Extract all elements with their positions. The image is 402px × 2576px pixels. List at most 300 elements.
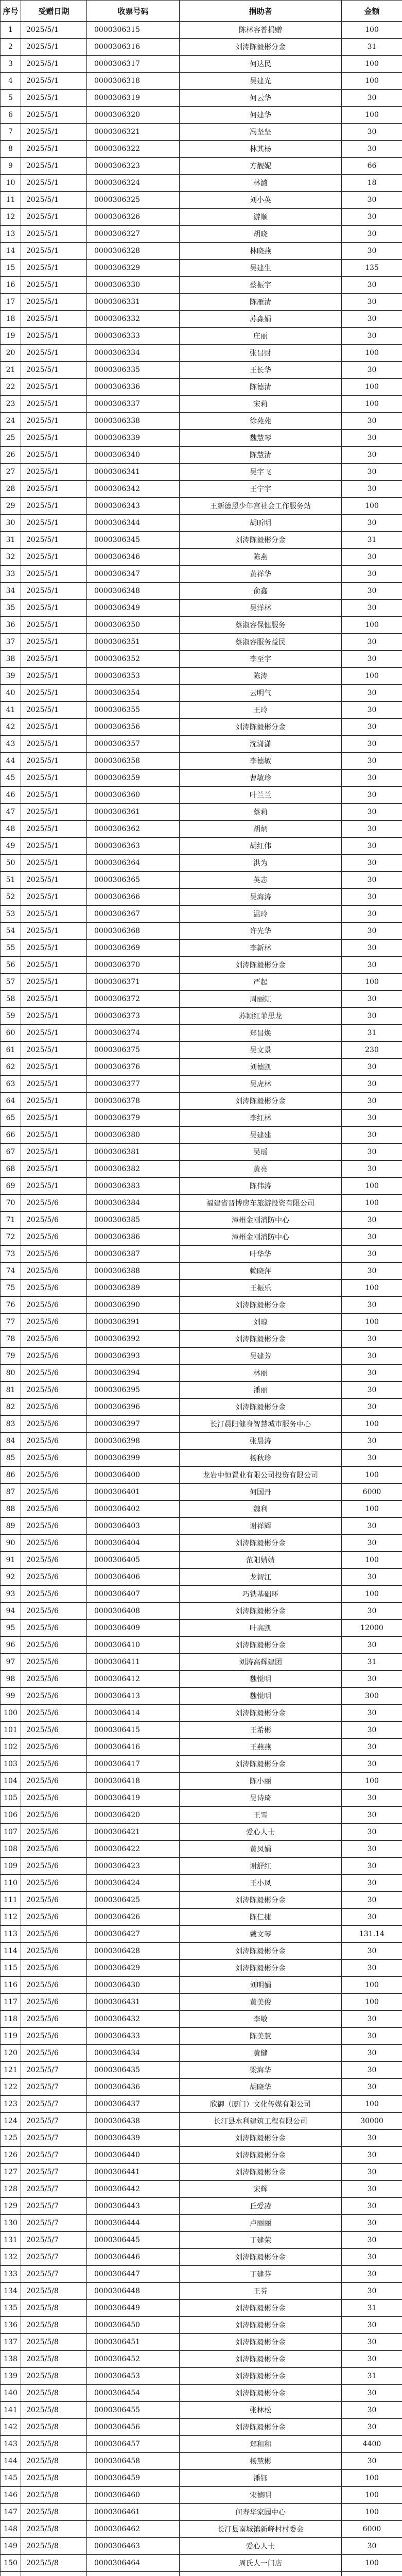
- cell-receipt-no: 0000306420: [87, 1807, 180, 1824]
- cell-receipt-no: 0000306425: [87, 1892, 180, 1909]
- cell-amount: 30: [342, 1059, 402, 1076]
- cell-amount: 30: [342, 1110, 402, 1127]
- table-row: [1, 243, 402, 260]
- table-row: [1, 2470, 402, 2487]
- cell-date: 2025/5/1: [21, 209, 87, 226]
- cell-receipt-no: 0000306315: [87, 22, 180, 39]
- cell-serial: 1: [1, 22, 21, 39]
- cell-donor: 方靓妮: [180, 158, 342, 175]
- cell-receipt-no: 0000306356: [87, 719, 180, 736]
- cell-date: 2025/5/6: [21, 1892, 87, 1909]
- cell-receipt-no: 0000306441: [87, 2164, 180, 2181]
- cell-amount: 30: [342, 1535, 402, 1552]
- cell-date: 2025/5/1: [21, 396, 87, 413]
- cell-donor: 刘涛陈毅彬分金: [180, 2385, 342, 2402]
- table-row: [1, 396, 402, 413]
- table-row: [1, 209, 402, 226]
- cell-serial: 122: [1, 2079, 21, 2096]
- table-row: [1, 838, 402, 855]
- cell-donor: 丁建芬: [180, 2266, 342, 2283]
- cell-date: 2025/5/8: [21, 2555, 87, 2572]
- cell-donor: 云明气: [180, 685, 342, 702]
- table-row: [1, 1637, 402, 1654]
- cell-date: 2025/5/6: [21, 1314, 87, 1331]
- cell-amount: 30: [342, 192, 402, 209]
- cell-receipt-no: 0000306409: [87, 1620, 180, 1637]
- table-row: [1, 1994, 402, 2011]
- cell-amount: 100: [342, 2555, 402, 2572]
- cell-donor: 吴建光: [180, 73, 342, 90]
- cell-serial: 40: [1, 685, 21, 702]
- table-row: [1, 1399, 402, 1416]
- table-row: [1, 991, 402, 1008]
- cell-date: 2025/5/1: [21, 328, 87, 345]
- cell-donor: 林丽: [180, 1365, 342, 1382]
- table-row: [1, 328, 402, 345]
- cell-donor: 魏悦明: [180, 1671, 342, 1688]
- table-row: [1, 1807, 402, 1824]
- table-row: [1, 1042, 402, 1059]
- cell-date: 2025/5/8: [21, 2470, 87, 2487]
- cell-date: 2025/5/6: [21, 1331, 87, 1348]
- cell-amount: 30: [342, 2453, 402, 2470]
- cell-donor: 陈雁清: [180, 294, 342, 311]
- table-row: [1, 22, 402, 39]
- cell-receipt-no: 0000306460: [87, 2487, 180, 2504]
- cell-date: 2025/5/6: [21, 1382, 87, 1399]
- cell-amount: 30: [342, 1382, 402, 1399]
- cell-serial: 133: [1, 2266, 21, 2283]
- cell-serial: 95: [1, 1620, 21, 1637]
- cell-donor: 何达民: [180, 56, 342, 73]
- cell-amount: 30: [342, 2385, 402, 2402]
- cell-receipt-no: 0000306346: [87, 549, 180, 566]
- table-row: [1, 2453, 402, 2470]
- cell-date: 2025/5/1: [21, 362, 87, 379]
- cell-receipt-no: 0000306436: [87, 2079, 180, 2096]
- cell-amount: 66: [342, 158, 402, 175]
- cell-receipt-no: 0000306432: [87, 2011, 180, 2028]
- cell-donor: 刘涛陈毅彬分金: [180, 1331, 342, 1348]
- cell-receipt-no: 0000306444: [87, 2215, 180, 2232]
- cell-donor: 胡昕明: [180, 515, 342, 532]
- cell-date: 2025/5/1: [21, 872, 87, 889]
- cell-date: 2025/5/1: [21, 855, 87, 872]
- table-row: [1, 532, 402, 549]
- cell-receipt-no: 0000306452: [87, 2351, 180, 2368]
- cell-serial: 3: [1, 56, 21, 73]
- cell-amount: 100: [342, 1280, 402, 1297]
- cell-donor: 谢舒红: [180, 1858, 342, 1875]
- cell-amount: 100: [342, 2504, 402, 2521]
- table-row: [1, 1654, 402, 1671]
- cell-donor: 胡晓: [180, 226, 342, 243]
- cell-serial: 39: [1, 668, 21, 685]
- cell-receipt-no: 0000306406: [87, 1569, 180, 1586]
- table-row: [1, 872, 402, 889]
- cell-receipt-no: 0000306344: [87, 515, 180, 532]
- cell-serial: 24: [1, 413, 21, 430]
- cell-date: 2025/5/1: [21, 1161, 87, 1178]
- table-row: [1, 1688, 402, 1705]
- cell-receipt-no: [87, 2572, 180, 2576]
- cell-serial: 7: [1, 124, 21, 141]
- cell-receipt-no: 0000306393: [87, 1348, 180, 1365]
- cell-receipt-no: 0000306446: [87, 2249, 180, 2266]
- cell-donor: 长汀晨阳健身智慧城市服务中心: [180, 1416, 342, 1433]
- cell-donor: 黄祥华: [180, 566, 342, 583]
- table-row: [1, 2368, 402, 2385]
- cell-date: 2025/5/7: [21, 2096, 87, 2113]
- cell-amount: 30: [342, 2334, 402, 2351]
- cell-receipt-no: 0000306332: [87, 311, 180, 328]
- cell-receipt-no: 0000306366: [87, 889, 180, 906]
- cell-serial: 149: [1, 2538, 21, 2555]
- cell-serial: 4: [1, 73, 21, 90]
- cell-receipt-no: 0000306369: [87, 940, 180, 957]
- cell-amount: 30: [342, 311, 402, 328]
- cell-donor: 何国丹: [180, 1484, 342, 1501]
- cell-receipt-no: 0000306455: [87, 2402, 180, 2419]
- table-row: [1, 192, 402, 209]
- cell-amount: 30: [342, 566, 402, 583]
- cell-serial: 127: [1, 2164, 21, 2181]
- cell-donor: 宋德明: [180, 2487, 342, 2504]
- cell-donor: 吴海涛: [180, 889, 342, 906]
- cell-receipt-no: 0000306403: [87, 1518, 180, 1535]
- cell-date: 2025/5/6: [21, 2045, 87, 2062]
- cell-receipt-no: 0000306428: [87, 1943, 180, 1960]
- cell-date: 2025/5/1: [21, 413, 87, 430]
- cell-amount: 30: [342, 1603, 402, 1620]
- cell-donor: 胡炳: [180, 821, 342, 838]
- table-row: [1, 1093, 402, 1110]
- cell-receipt-no: 0000306463: [87, 2538, 180, 2555]
- cell-date: 2025/5/1: [21, 991, 87, 1008]
- cell-amount: 30: [342, 1637, 402, 1654]
- cell-date: 2025/5/1: [21, 39, 87, 56]
- cell-receipt-no: 0000306328: [87, 243, 180, 260]
- cell-amount: 30: [342, 209, 402, 226]
- cell-amount: 30: [342, 226, 402, 243]
- cell-serial: 131: [1, 2232, 21, 2249]
- cell-amount: 31: [342, 1654, 402, 1671]
- cell-donor: 郑昌焕: [180, 1025, 342, 1042]
- cell-receipt-no: 0000306359: [87, 770, 180, 787]
- cell-donor: 戴文琴: [180, 1926, 342, 1943]
- cell-serial: 96: [1, 1637, 21, 1654]
- cell-date: 2025/5/8: [21, 2334, 87, 2351]
- cell-amount: 30: [342, 481, 402, 498]
- cell-date: 2025/5/1: [21, 430, 87, 447]
- cell-serial: 23: [1, 396, 21, 413]
- cell-receipt-no: 0000306417: [87, 1756, 180, 1773]
- cell-amount: 31: [342, 2368, 402, 2385]
- table-row: [1, 1365, 402, 1382]
- cell-amount: 30: [342, 821, 402, 838]
- table-row: [1, 2113, 402, 2130]
- cell-donor: 张昌财: [180, 345, 342, 362]
- cell-serial: 115: [1, 1960, 21, 1977]
- cell-serial: 65: [1, 1110, 21, 1127]
- cell-amount: 30: [342, 413, 402, 430]
- table-row: [1, 2317, 402, 2334]
- cell-serial: 78: [1, 1331, 21, 1348]
- cell-donor: 王长华: [180, 362, 342, 379]
- cell-donor: 苏淼娟: [180, 311, 342, 328]
- cell-serial: 71: [1, 1212, 21, 1229]
- cell-amount: 30: [342, 1331, 402, 1348]
- table-row: [1, 2232, 402, 2249]
- cell-serial: 129: [1, 2198, 21, 2215]
- cell-date: 2025/5/1: [21, 141, 87, 158]
- cell-amount: 30: [342, 1875, 402, 1892]
- cell-serial: 106: [1, 1807, 21, 1824]
- cell-date: 2025/5/1: [21, 158, 87, 175]
- cell-receipt-no: 0000306414: [87, 1705, 180, 1722]
- cell-donor: 蔡莉: [180, 804, 342, 821]
- table-row: [1, 1008, 402, 1025]
- cell-donor: 王芬: [180, 2283, 342, 2300]
- cell-donor: 吴瑶: [180, 1144, 342, 1161]
- cell-amount: 30: [342, 1790, 402, 1807]
- cell-amount: 100: [342, 498, 402, 515]
- cell-date: 2025/5/6: [21, 2011, 87, 2028]
- cell-receipt-no: 0000306362: [87, 821, 180, 838]
- cell-date: 2025/5/6: [21, 1229, 87, 1246]
- table-row: [1, 1382, 402, 1399]
- cell-date: 2025/5/6: [21, 1552, 87, 1569]
- cell-donor: 陈涛: [180, 668, 342, 685]
- cell-donor: 黄美俊: [180, 1994, 342, 2011]
- cell-receipt-no: 0000306422: [87, 1841, 180, 1858]
- cell-donor: 王小凤: [180, 1875, 342, 1892]
- table-header-row: [1, 1, 402, 22]
- cell-date: 2025/5/6: [21, 1671, 87, 1688]
- cell-date: 2025/5/7: [21, 2164, 87, 2181]
- table-row: [1, 294, 402, 311]
- cell-donor: 王玲: [180, 702, 342, 719]
- cell-receipt-no: 0000306384: [87, 1195, 180, 1212]
- cell-receipt-no: 0000306382: [87, 1161, 180, 1178]
- cell-serial: 47: [1, 804, 21, 821]
- cell-donor: 陈燕: [180, 549, 342, 566]
- table-row: [1, 1127, 402, 1144]
- cell-donor: 卢丽丽: [180, 2215, 342, 2232]
- cell-receipt-no: 0000306363: [87, 838, 180, 855]
- cell-receipt-no: 0000306352: [87, 651, 180, 668]
- table-row: [1, 1450, 402, 1467]
- table-row: [1, 2300, 402, 2317]
- cell-date: 2025/5/7: [21, 2232, 87, 2249]
- cell-date: 2025/5/1: [21, 243, 87, 260]
- cell-donor: 刘涛陈毅彬分金: [180, 39, 342, 56]
- cell-date: 2025/5/1: [21, 260, 87, 277]
- table-row: [1, 481, 402, 498]
- cell-serial: 19: [1, 328, 21, 345]
- cell-donor: 刘涛陈毅彬分金: [180, 2300, 342, 2317]
- cell-amount: 30: [342, 1518, 402, 1535]
- cell-serial: 58: [1, 991, 21, 1008]
- cell-amount: 30: [342, 2147, 402, 2164]
- table-row: [1, 1722, 402, 1739]
- cell-date: 2025/5/8: [21, 2283, 87, 2300]
- cell-amount: 30: [342, 328, 402, 345]
- table-row: [1, 1314, 402, 1331]
- table-row: [1, 736, 402, 753]
- cell-receipt-no: 0000306445: [87, 2232, 180, 2249]
- cell-amount: 30: [342, 991, 402, 1008]
- cell-donor: 叶兰兰: [180, 787, 342, 804]
- cell-serial: 74: [1, 1263, 21, 1280]
- cell-date: 2025/5/1: [21, 379, 87, 396]
- cell-date: 2025/5/6: [21, 1654, 87, 1671]
- cell-date: 2025/5/8: [21, 2453, 87, 2470]
- cell-serial: 117: [1, 1994, 21, 2011]
- cell-serial: 94: [1, 1603, 21, 1620]
- cell-receipt-no: 0000306450: [87, 2317, 180, 2334]
- cell-serial: 73: [1, 1246, 21, 1263]
- cell-donor: 刘涛陈毅彬分金: [180, 957, 342, 974]
- cell-date: 2025/5/1: [21, 124, 87, 141]
- cell-amount: 30: [342, 1076, 402, 1093]
- cell-date: 2025/5/1: [21, 447, 87, 464]
- cell-receipt-no: 0000306389: [87, 1280, 180, 1297]
- cell-receipt-no: 0000306350: [87, 617, 180, 634]
- cell-date: 2025/5/6: [21, 1297, 87, 1314]
- cell-receipt-no: 0000306394: [87, 1365, 180, 1382]
- cell-receipt-no: 0000306399: [87, 1450, 180, 1467]
- cell-donor: 刘涛陈毅彬分金: [180, 2351, 342, 2368]
- cell-serial: 116: [1, 1977, 21, 1994]
- cell-receipt-no: 0000306430: [87, 1977, 180, 1994]
- cell-receipt-no: 0000306453: [87, 2368, 180, 2385]
- cell-serial: 114: [1, 1943, 21, 1960]
- header-date: 受赠日期: [21, 1, 87, 22]
- cell-receipt-no: 0000306335: [87, 362, 180, 379]
- cell-date: 2025/5/1: [21, 566, 87, 583]
- cell-donor: 刘涛陈毅彬分金: [180, 1960, 342, 1977]
- cell-serial: 84: [1, 1433, 21, 1450]
- cell-date: 2025/5/7: [21, 2215, 87, 2232]
- cell-date: 2025/5/6: [21, 1739, 87, 1756]
- cell-donor: 刘涛陈毅彬分金: [180, 1093, 342, 1110]
- cell-date: 2025/5/8: [21, 2419, 87, 2436]
- table-row: [1, 2504, 402, 2521]
- table-row: [1, 2198, 402, 2215]
- cell-receipt-no: 0000306396: [87, 1399, 180, 1416]
- cell-amount: 30: [342, 770, 402, 787]
- table-row: [1, 2181, 402, 2198]
- cell-donor: 何建华: [180, 107, 342, 124]
- cell-date: 2025/5/1: [21, 1110, 87, 1127]
- cell-receipt-no: 0000306320: [87, 107, 180, 124]
- table-row: [1, 1739, 402, 1756]
- cell-serial: 53: [1, 906, 21, 923]
- cell-date: 2025/5/6: [21, 1433, 87, 1450]
- cell-amount: 30: [342, 1365, 402, 1382]
- cell-date: 2025/5/8: [21, 2385, 87, 2402]
- cell-receipt-no: 0000306321: [87, 124, 180, 141]
- cell-date: 2025/5/6: [21, 1926, 87, 1943]
- cell-donor: 刘涛陈毅彬分金: [180, 2147, 342, 2164]
- cell-amount: 100: [342, 2487, 402, 2504]
- cell-amount: 30: [342, 277, 402, 294]
- table-row: [1, 1212, 402, 1229]
- table-row: [1, 1620, 402, 1637]
- cell-donor: 叶高凯: [180, 1620, 342, 1637]
- table-row: [1, 1467, 402, 1484]
- cell-receipt-no: 0000306380: [87, 1127, 180, 1144]
- cell-serial: 134: [1, 2283, 21, 2300]
- cell-donor: 刘涛陈毅彬分金: [180, 1705, 342, 1722]
- cell-date: 2025/5/6: [21, 1501, 87, 1518]
- cell-donor: 潘钰: [180, 2470, 342, 2487]
- cell-serial: 91: [1, 1552, 21, 1569]
- cell-date: 2025/5/1: [21, 1008, 87, 1025]
- cell-date: 2025/5/1: [21, 1178, 87, 1195]
- cell-date: 2025/5/1: [21, 175, 87, 192]
- table-row: [1, 1824, 402, 1841]
- cell-donor: 林其杨: [180, 141, 342, 158]
- cell-receipt-no: 0000306325: [87, 192, 180, 209]
- cell-serial: 38: [1, 651, 21, 668]
- table-row: [1, 2572, 402, 2576]
- cell-amount: 30000: [342, 2113, 402, 2130]
- cell-receipt-no: 0000306316: [87, 39, 180, 56]
- cell-receipt-no: 0000306337: [87, 396, 180, 413]
- table-row: [1, 2045, 402, 2062]
- table-row: [1, 464, 402, 481]
- table-row: [1, 515, 402, 532]
- table-row: [1, 1909, 402, 1926]
- cell-serial: 104: [1, 1773, 21, 1790]
- cell-serial: 89: [1, 1518, 21, 1535]
- cell-date: 2025/5/1: [21, 56, 87, 73]
- cell-serial: 111: [1, 1892, 21, 1909]
- cell-date: 2025/5/1: [21, 1127, 87, 1144]
- cell-receipt-no: 0000306348: [87, 583, 180, 600]
- cell-serial: 97: [1, 1654, 21, 1671]
- cell-receipt-no: 0000306451: [87, 2334, 180, 2351]
- cell-date: 2025/5/1: [21, 753, 87, 770]
- cell-receipt-no: 0000306338: [87, 413, 180, 430]
- cell-amount: 30: [342, 430, 402, 447]
- table-row: [1, 56, 402, 73]
- cell-donor: 严起: [180, 974, 342, 991]
- cell-receipt-no: 0000306326: [87, 209, 180, 226]
- cell-serial: 2: [1, 39, 21, 56]
- cell-receipt-no: 0000306447: [87, 2266, 180, 2283]
- table-row: [1, 2062, 402, 2079]
- cell-serial: 41: [1, 702, 21, 719]
- cell-serial: 76: [1, 1297, 21, 1314]
- cell-serial: 140: [1, 2385, 21, 2402]
- cell-date: 2025/5/6: [21, 1535, 87, 1552]
- cell-serial: 46: [1, 787, 21, 804]
- cell-donor: 洪为: [180, 855, 342, 872]
- cell-serial: 136: [1, 2317, 21, 2334]
- cell-date: 2025/5/6: [21, 1195, 87, 1212]
- cell-amount: 30: [342, 2164, 402, 2181]
- cell-receipt-no: 0000306368: [87, 923, 180, 940]
- cell-receipt-no: 0000306341: [87, 464, 180, 481]
- cell-date: 2025/5/6: [21, 1586, 87, 1603]
- cell-serial: 128: [1, 2181, 21, 2198]
- cell-donor: 张林松: [180, 2402, 342, 2419]
- cell-serial: 135: [1, 2300, 21, 2317]
- cell-serial: 64: [1, 1093, 21, 1110]
